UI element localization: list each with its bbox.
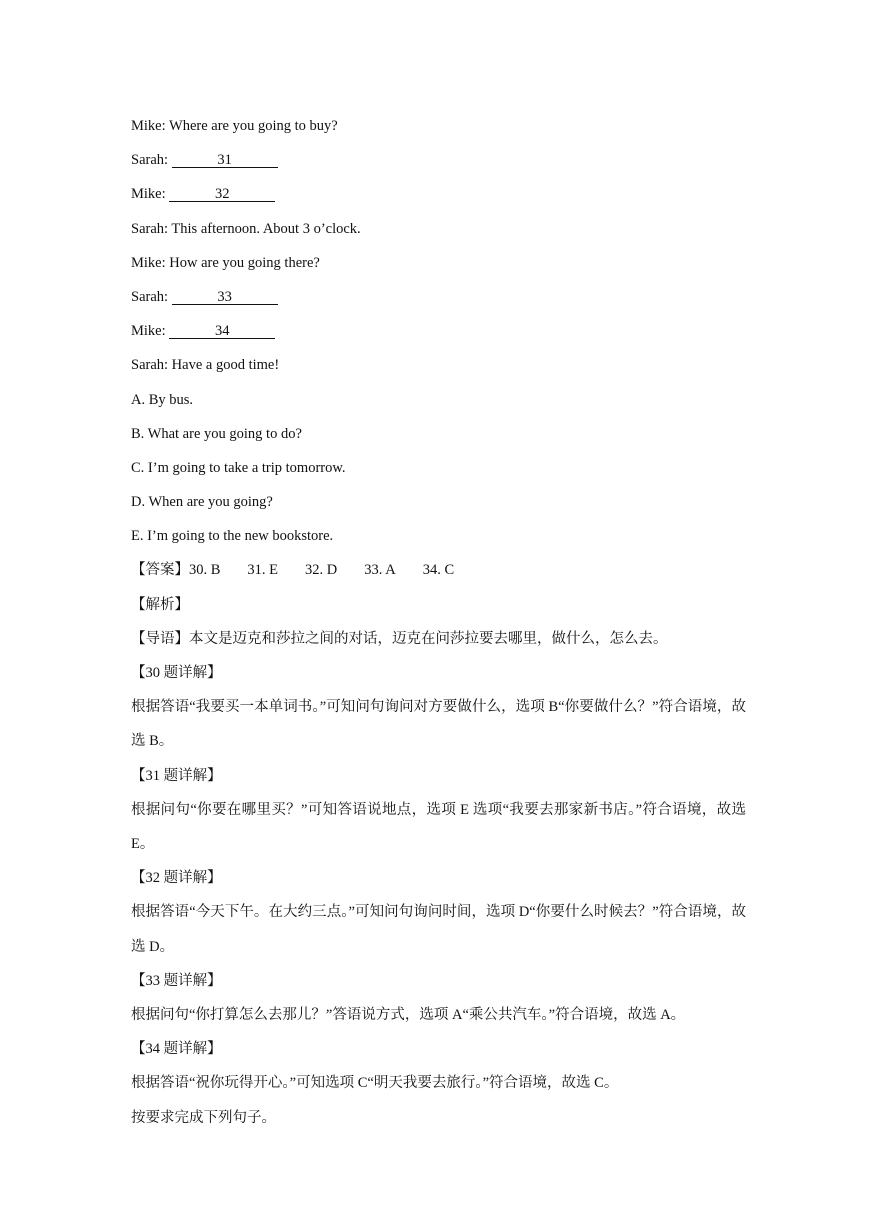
speaker: Sarah: [131, 288, 169, 305]
answer-item: 31. E [247, 562, 279, 579]
answer-item: 32. D [305, 562, 338, 579]
speaker: Sarah: [131, 152, 169, 169]
answer-item: 30. B [189, 562, 221, 579]
explanation-body: 根据答语“我要买一本单词书。”可知问句询问对方要做什么，选项 B“你要做什么？”符合语境，故选 B。 [131, 699, 746, 750]
answer-label: 【答案】 [131, 562, 189, 579]
dialogue-line [131, 246, 746, 280]
explanation-heading: 【33 题详解】 [131, 972, 222, 989]
answer-item: 34. C [422, 562, 455, 579]
answer-blank: 34 [169, 324, 275, 339]
dialogue-line [131, 109, 746, 143]
answer-key [131, 553, 746, 587]
explanation-body: 根据答语“祝你玩得开心。”可知选项 C“明天我要去旅行。”符合语境，故选 C。 [131, 1075, 619, 1092]
explanation-body: 根据问句“你打算怎么去那儿？”答语说方式，选项 A“乘公共汽车。”符合语境，故选 A。 [131, 1006, 686, 1023]
option-b: B. What are you going to do? [131, 425, 302, 442]
option-a: A. By bus. [131, 391, 194, 408]
option-d: D. When are you going? [131, 494, 273, 511]
final-instruction: 按要求完成下列句子。 [131, 1109, 276, 1126]
speaker: Mike: [131, 254, 166, 271]
dialogue-line [131, 212, 746, 246]
dialogue-line [131, 314, 746, 348]
option-e: E. I’m going to the new bookstore. [131, 528, 334, 545]
speaker: Sarah: [131, 357, 169, 374]
speaker: Sarah: [131, 220, 169, 237]
speaker: Mike: [131, 118, 166, 134]
dialogue-line [131, 280, 746, 314]
dialogue-line [131, 143, 746, 177]
guide-text: 【导语】本文是迈克和莎拉之间的对话，迈克在问莎拉要去哪里，做什么，怎么去。 [131, 630, 668, 647]
answer-blank: 31 [172, 153, 278, 168]
answer-item: 33. A [364, 562, 396, 579]
answer-blank: 32 [169, 187, 275, 202]
analysis-heading: 【解析】 [131, 596, 189, 613]
explanation-heading: 【34 题详解】 [131, 1041, 222, 1058]
speaker: Mike: [131, 323, 166, 340]
document-page [131, 109, 746, 1135]
explanation-heading: 【30 题详解】 [131, 665, 222, 681]
explanation-body: 根据答语“今天下午。在大约三点。”可知问句询问时间，选项 D“你要什么时候去？”符合语境，故选 D。 [131, 904, 746, 955]
dialogue-line [131, 348, 746, 382]
explanation-heading: 【31 题详解】 [131, 767, 222, 784]
dialogue-text: This afternoon. About 3 o’clock. [171, 220, 361, 237]
answer-blank: 33 [172, 290, 278, 305]
dialogue-text: Have a good time! [171, 357, 280, 374]
dialogue-line [131, 177, 746, 211]
option-c: C. I’m going to take a trip tomorrow. [131, 459, 346, 476]
explanation-body: 根据问句“你要在哪里买？”可知答语说地点，选项 E 选项“我要去那家新书店。”符合语境，故选 E。 [131, 801, 746, 852]
dialogue-text: Where are you going to buy? [169, 118, 338, 134]
explanation-heading: 【32 题详解】 [131, 870, 222, 887]
dialogue-text: How are you going there? [169, 254, 320, 271]
speaker: Mike: [131, 186, 166, 203]
